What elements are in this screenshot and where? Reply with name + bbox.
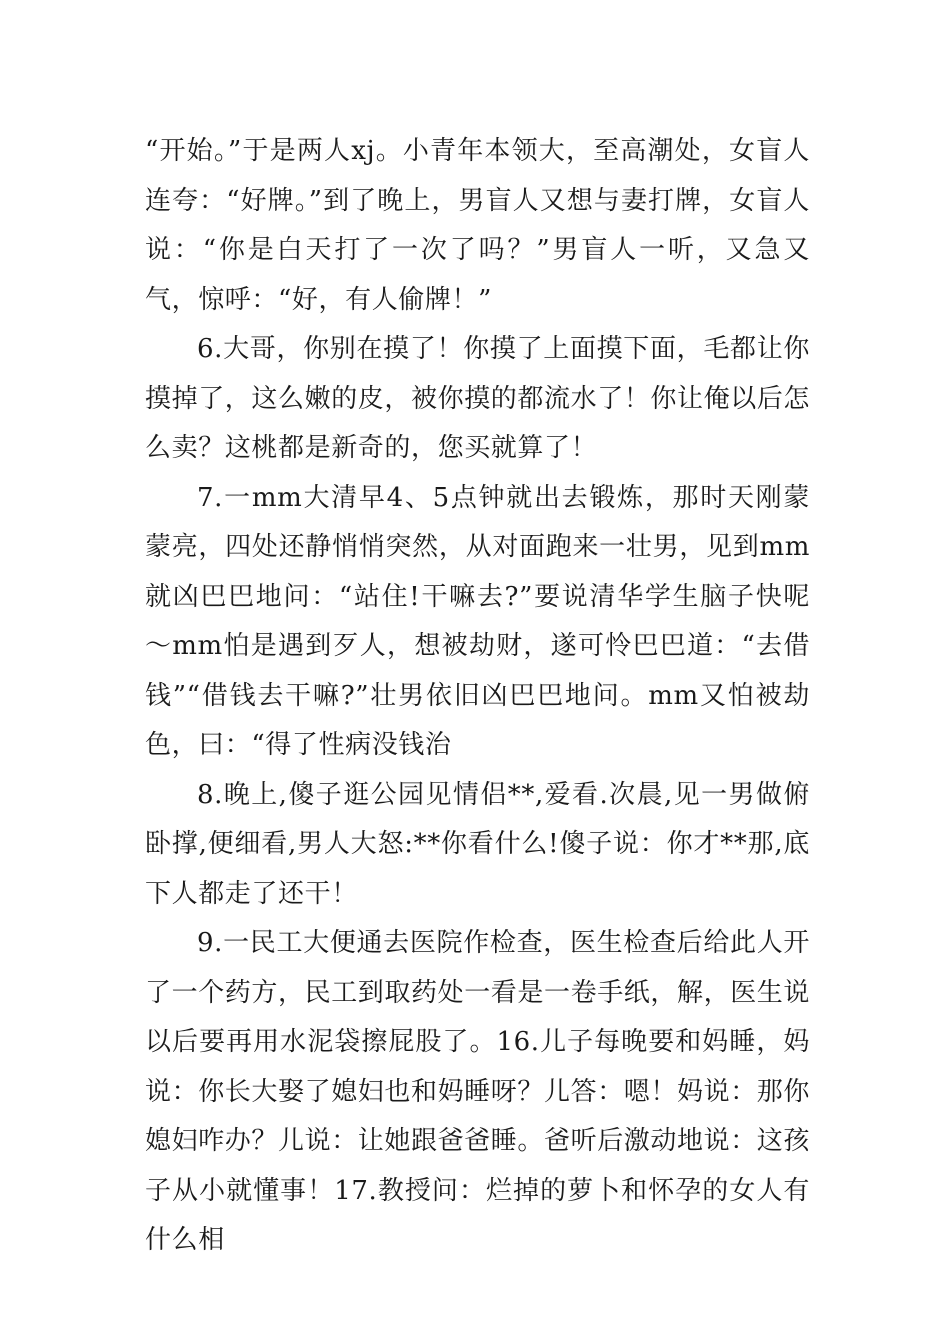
paragraph-item-7: 7.一mm大清早4、5点钟就出去锻炼，那时天刚蒙蒙亮，四处还静悄悄突然，从对面跑来一壮男，见到mm就凶巴巴地问：“站住!干嘛去?”要说清华学生脑子快呢～mm怕是遇到歹人，想被劫财，遂可怜巴巴道：“去借钱”“借钱去干嘛?”壮男依旧凶巴巴地问。mm又怕被劫色，曰：“得了性病没钱治 — [145, 482, 810, 760]
document-body — [145, 127, 810, 1266]
paragraph-item-8: 8.晚上,傻子逛公园见情侣**,爱看.次晨,见一男做俯卧撑,便细看,男人大怒:**你看什么!傻子说：你才**那,底下人都走了还干！ — [145, 779, 810, 909]
paragraph-item-6: 6.大哥，你别在摸了！你摸了上面摸下面，毛都让你摸掉了，这么嫩的皮，被你摸的都流水了！你让俺以后怎么卖？这桃都是新奇的，您买就算了！ — [145, 334, 811, 463]
paragraph-item-9: 9.一民工大便通去医院作检查，医生检查后给此人开了一个药方，民工到取药处一看是一卷手纸，解，医生说以后要再用水泥袋擦屁股了。16.儿子每晚要和妈睡，妈说：你长大娶了媳妇也和妈睡呀？儿答：嗯！妈说：那你媳妇咋办？儿说：让她跟爸爸睡。爸听后激动地说：这孩子从小就懂事！17.教授问：烂掉的萝卜和怀孕的女人有什么相 — [145, 928, 811, 1255]
paragraph-continuation: “开始。”于是两人xj。小青年本领大，至高潮处，女盲人连夸：“好牌。”到了晚上，男盲人又想与妻打牌，女盲人说：“你是白天打了一次了吗？”男盲人一听，又急又气，惊呼：“好，有人偷牌！” — [145, 136, 810, 315]
